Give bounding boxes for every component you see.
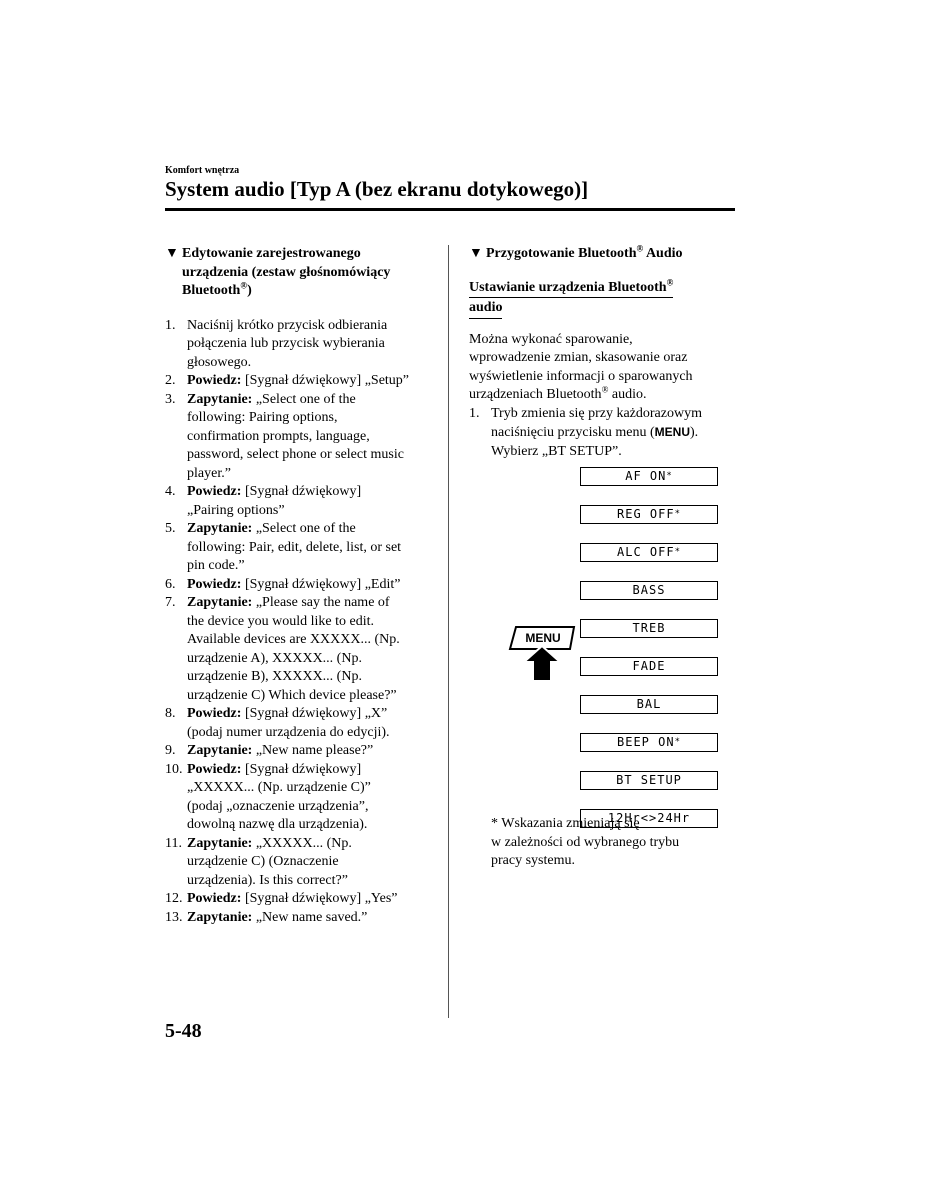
menu-button-illustration (508, 625, 576, 683)
display-screen: BEEP ON* (580, 733, 718, 752)
display-screens-stack (580, 467, 718, 847)
column-divider (448, 245, 449, 1018)
display-screen: REG OFF* (580, 505, 718, 524)
edit-device-heading (165, 245, 437, 301)
title-rule (165, 208, 735, 211)
heading-line-3: Bluetooth®) (182, 280, 252, 298)
display-screen: BASS (580, 581, 718, 600)
step-item: 4. Powiedz: [Sygnał dźwiękowy] „Pairing options” (165, 484, 362, 518)
bt-audio-heading: ▼ Przygotowanie Bluetooth® Audio (469, 245, 739, 264)
display-screen: AF ON* (580, 467, 718, 486)
step-item: 2. Powiedz: [Sygnał dźwiękowy] „Setup” (165, 373, 410, 388)
intro-paragraph: Można wykonać sparowanie, wprowadzenie zmian, skasowanie oraz wyświetlenie informacji o sparowanych urządzeniach Bluetooth® audio. (469, 331, 693, 402)
display-screen: TREB (580, 619, 718, 638)
heading-line-2: urządzenia (zestaw głośnomówiący (182, 264, 391, 280)
page-title: System audio [Typ A (bez ekranu dotykowego)] (165, 177, 589, 201)
menu-key-label: MENU (654, 425, 691, 439)
triangle-down-icon: ▼ (469, 246, 483, 261)
step-item: 12. Powiedz: [Sygnał dźwiękowy] „Yes” (165, 891, 398, 906)
menu-button-label: MENU (525, 631, 561, 645)
display-screen: 12Hr<>24Hr (580, 809, 718, 828)
step-item: 13. Zapytanie: „New name saved.” (165, 909, 368, 925)
step-item: 10. Powiedz: [Sygnał dźwiękowy] „XXXXX... (Np. urządzenie C)” (podaj „oznaczenie urządzenia”, dowolną nazwę dla urządzenia). (165, 761, 371, 832)
heading-line-1: Edytowanie zarejestrowanego (182, 246, 361, 261)
step-item: 6. Powiedz: [Sygnał dźwiękowy] „Edit” (165, 576, 401, 592)
display-screen: FADE (580, 657, 718, 676)
right-column (469, 245, 739, 461)
page-number: 5-48 (165, 1020, 202, 1042)
step-item: 8. Powiedz: [Sygnał dźwiękowy] „X” (podaj numer urządzenia do edycji). (165, 706, 390, 740)
step-1: 1. Tryb zmienia się przy każdorazowym naciśnięciu przycisku menu (MENU). Wybierz „BT SETUP”. (469, 405, 702, 459)
triangle-down-icon: ▼ (165, 246, 179, 261)
section-label: Komfort wnętrza (165, 165, 240, 176)
step-item: 7. Zapytanie: „Please say the name of the device you would like to edit. Available devices are XXXXX... (Np. urządzenie A), XXXXX... (Np. urządzenie B), XXXXX... (Np. urządzenie C) Which device please?” (165, 595, 400, 703)
step-item: 11. Zapytanie: „XXXXX... (Np. urządzenie C) (Oznaczenie urządzenia). Is this correct?” (165, 835, 352, 888)
bt-setup-subheading: Ustawianie urządzenia Bluetooth® audio (469, 278, 699, 319)
arrow-up-icon (524, 646, 560, 681)
edit-steps-list (165, 317, 437, 928)
display-screen: BAL (580, 695, 718, 714)
display-screen: ALC OFF* (580, 543, 718, 562)
left-column (165, 245, 437, 927)
step-item: 9. Zapytanie: „New name please?” (165, 743, 374, 758)
display-screen: BT SETUP (580, 771, 718, 790)
footnote: * Wskazania zmieniają się w zależności od wybranego trybu pracy systemu. (491, 816, 680, 868)
step-item: 3. Zapytanie: „Select one of the following: Pairing options, confirmation prompts, language, password, select phone or select music player.” (165, 391, 404, 481)
step-item: 1. Naciśnij krótko przycisk odbierania połączenia lub przycisk wybierania głosowego. (165, 317, 388, 370)
step-item: 5. Zapytanie: „Select one of the following: Pair, edit, delete, list, or set pin code.” (165, 521, 402, 573)
